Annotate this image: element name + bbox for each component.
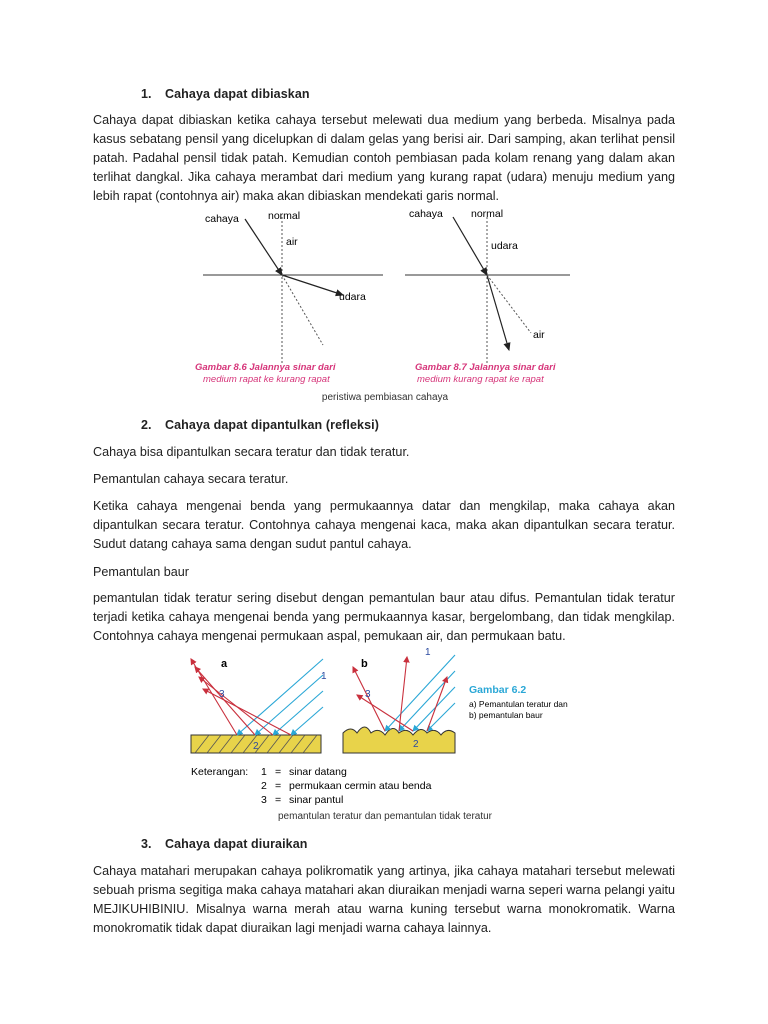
left-caption-line1: Gambar 8.6 Jalannya sinar dari	[195, 362, 336, 373]
right-label-bottom: air	[533, 329, 545, 341]
b-num-1: 1	[425, 647, 431, 658]
b-num-3: 3	[365, 689, 371, 700]
left-label-top: air	[286, 236, 298, 248]
section-2-title: Cahaya dapat dipantulkan (refleksi)	[165, 418, 379, 432]
left-label-ray: cahaya	[205, 213, 239, 225]
refraction-right-diagram	[405, 208, 570, 385]
section-3-number: 3.	[141, 837, 152, 851]
left-label-bottom: udara	[339, 291, 366, 303]
right-label-ray: cahaya	[409, 208, 443, 220]
regular-reflection-diagram	[191, 658, 327, 753]
legend-a: a) Pemantulan teratur dan	[469, 699, 568, 709]
left-label-normal: normal	[268, 210, 301, 222]
a-num-3: 3	[219, 689, 225, 700]
k2-eq: =	[275, 780, 282, 792]
section-1-heading	[141, 87, 310, 101]
refraction-figure	[195, 205, 580, 390]
k3-eq: =	[275, 794, 282, 806]
section-1-title: Cahaya dapat dibiaskan	[165, 87, 310, 101]
right-caption-line1: Gambar 8.7 Jalannya sinar dari	[415, 362, 556, 373]
keterangan-legend	[191, 766, 432, 806]
section-2-p5: pemantulan tidak teratur sering disebut dengan pemantulan baur atau difus. Pemantulan tidak teratur terjadi ketika cahaya mengenai benda yang permukaannya kasar, bergelombang, dan tidak mengkilap. Contohnya cahaya mengenai permukaan aspal, pemukaan air, dan permukaan batu.	[93, 591, 675, 644]
section-2-p2: Pemantulan cahaya secara teratur.	[93, 472, 289, 486]
k2-text: permukaan cermin atau benda	[289, 780, 432, 792]
right-caption-line2: medium kurang rapat ke rapat	[417, 374, 544, 385]
reflection-caption: pemantulan teratur dan pemantulan tidak teratur	[277, 811, 493, 822]
k1-text: sinar datang	[289, 766, 347, 778]
right-label-top: udara	[491, 240, 518, 252]
a-num-2: 2	[253, 741, 259, 752]
refraction-caption: peristiwa pembiasan cahaya	[321, 392, 449, 403]
a-num-1: 1	[321, 671, 327, 682]
section-2-number: 2.	[141, 418, 152, 432]
keterangan-label: Keterangan:	[191, 766, 249, 778]
section-3-title: Cahaya dapat diuraikan	[165, 837, 308, 851]
b-num-2: 2	[413, 739, 419, 750]
label-a: a	[221, 658, 228, 670]
section-3-heading	[141, 837, 308, 851]
k1-eq: =	[275, 766, 282, 778]
k3-text: sinar pantul	[289, 794, 344, 806]
label-b: b	[361, 658, 368, 670]
section-2-heading	[141, 418, 379, 432]
section-1-number: 1.	[141, 87, 152, 101]
k3-num: 3	[261, 794, 267, 806]
right-label-normal: normal	[471, 208, 504, 220]
section-2-p3: Ketika cahaya mengenai benda yang permukaannya datar dan mengkilap, maka cahaya akan dipantulkan secara teratur. Contohnya cahaya mengenai kaca, maka akan dipantulkan secara teratur. Sudut datang cahaya sama dengan sudut pantul cahaya.	[93, 499, 675, 552]
legend-b: b) pemantulan baur	[469, 710, 543, 720]
refraction-left-diagram	[195, 210, 383, 385]
gambar-title: Gambar 6.2	[469, 684, 527, 696]
k2-num: 2	[261, 780, 267, 792]
section-1-paragraph: Cahaya dapat dibiaskan ketika cahaya tersebut melewati dua medium yang berbeda. Misalnya pada kasus sebatang pensil yang dicelupkan di dalam gelas yang berisi air. Dari samping, akan terlihat pensil patah. Padahal pensil tidak patah. Kemudian contoh pembiasan pada kolam renang yang dalam akan terlihat dangkal. Jika cahaya merambat dari medium yang kurang rapat (udara) menuju medium yang lebih rapat (contohnya air) maka akan dibiaskan mendekati garis normal.	[93, 113, 675, 204]
reflection-figure	[185, 647, 590, 809]
diffuse-reflection-diagram	[343, 647, 455, 753]
k1-num: 1	[261, 766, 267, 778]
section-2-p1: Cahaya bisa dipantulkan secara teratur dan tidak teratur.	[93, 445, 410, 459]
section-3-paragraph: Cahaya matahari merupakan cahaya polikromatik yang artinya, jika cahaya matahari tersebut melewati sebuah prisma segitiga maka cahaya matahari akan diuraikan menjadi warna seperi warna pelangi yaitu MEJIKUHIBINIU. Misalnya warna merah atau warna kuning tersebut warna monokromatik. Warna monokromatik tidak dapat diuraikan lagi menjadi warna cahaya lainnya.	[93, 864, 675, 936]
section-2-p4: Pemantulan baur	[93, 565, 189, 579]
left-caption-line2: medium rapat ke kurang rapat	[203, 374, 330, 385]
